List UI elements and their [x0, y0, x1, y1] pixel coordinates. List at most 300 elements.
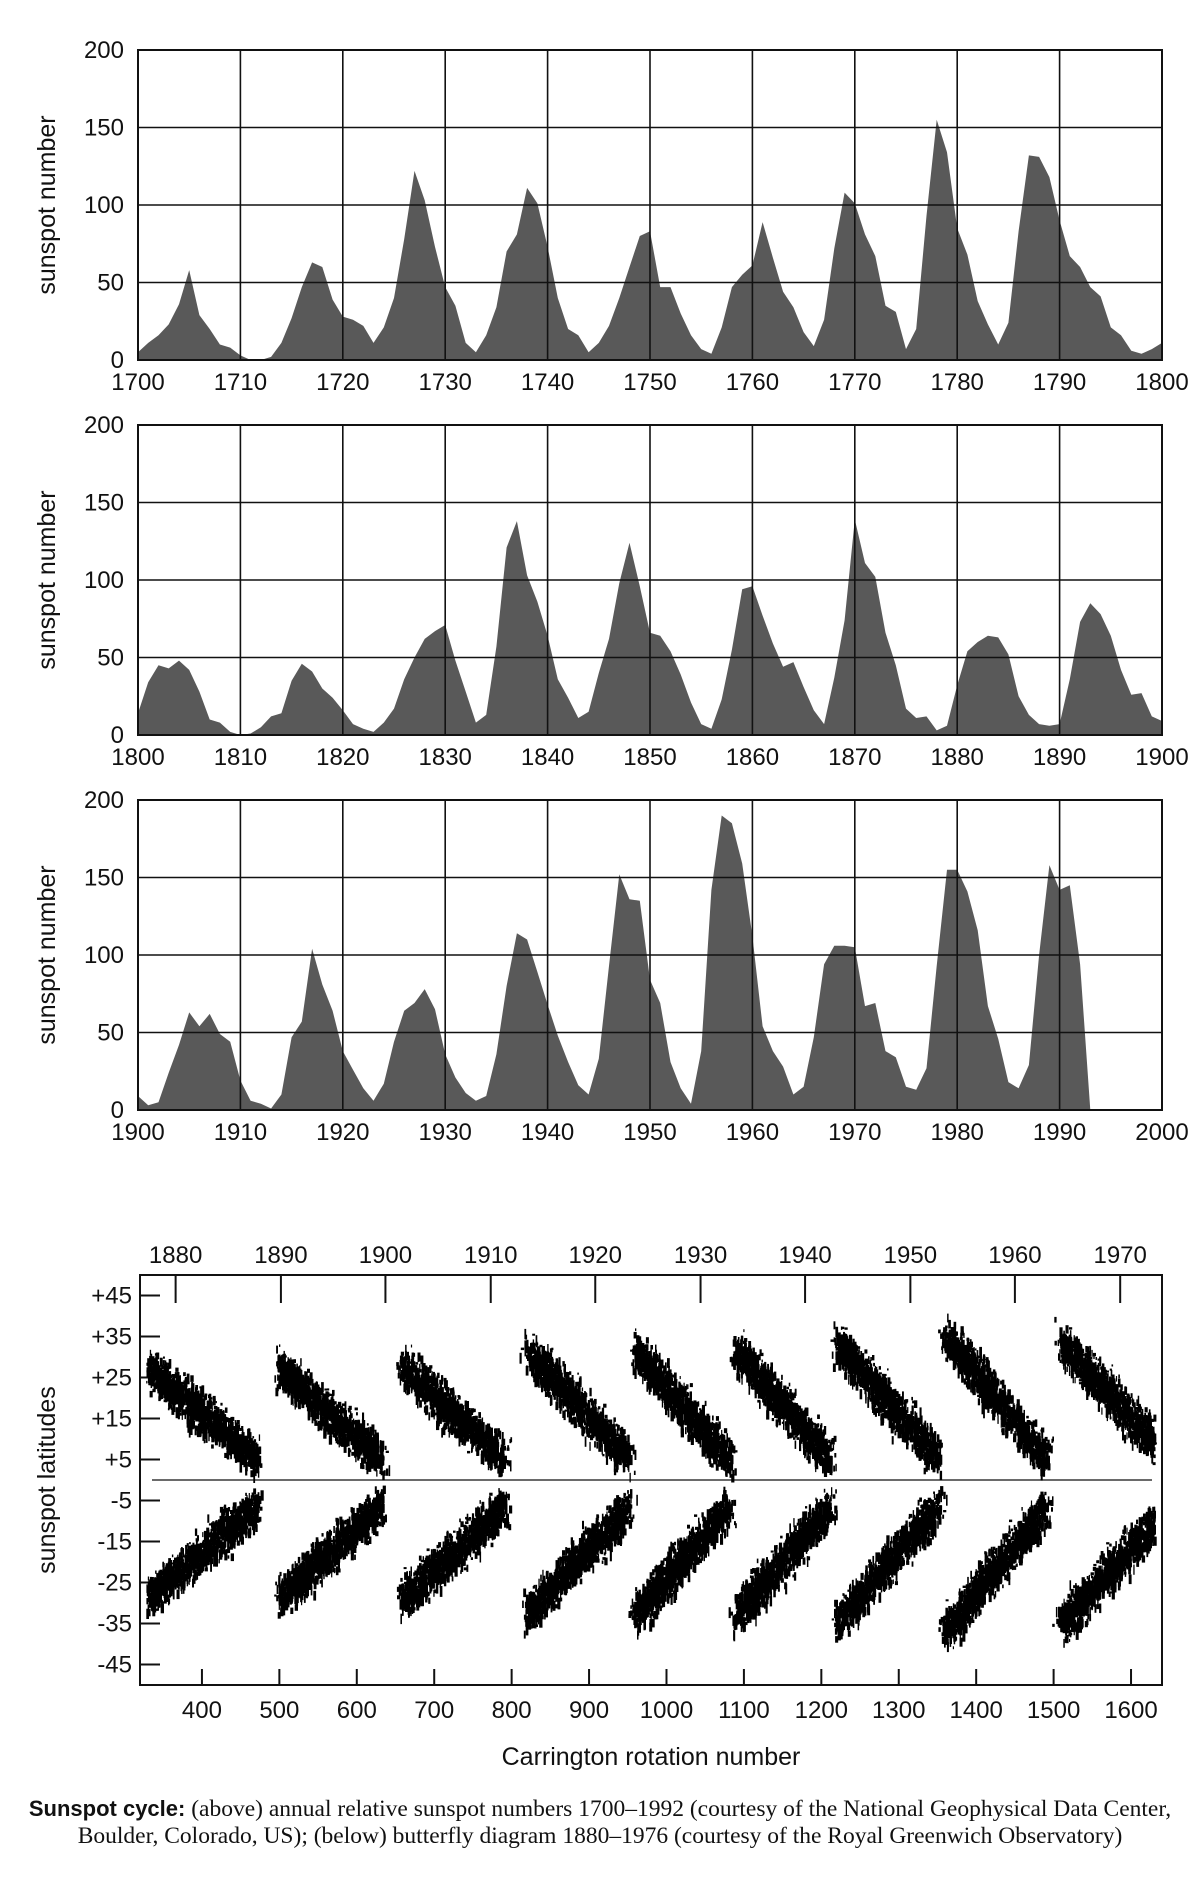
sunspot-mark [363, 1452, 365, 1456]
sunspot-mark [227, 1522, 230, 1527]
sunspot-mark [152, 1580, 153, 1584]
sunspot-mark [362, 1419, 364, 1424]
sunspot-mark [283, 1359, 286, 1370]
sunspot-mark [171, 1585, 173, 1596]
sunspot-mark [210, 1539, 213, 1543]
sunspot-mark [306, 1588, 308, 1598]
sunspot-mark [375, 1504, 377, 1509]
sunspot-mark [242, 1461, 244, 1465]
sunspot-mark [221, 1440, 223, 1449]
sunspot-mark [354, 1555, 356, 1560]
sunspot-mark [280, 1586, 282, 1596]
sunspot-mark [333, 1540, 335, 1543]
sunspot-mark [183, 1372, 186, 1376]
sunspot-mark [375, 1512, 378, 1522]
sunspot-mark [295, 1604, 298, 1611]
sunspot-mark [382, 1444, 384, 1452]
sunspot-mark [361, 1530, 364, 1532]
sunspot-mark [191, 1383, 194, 1393]
sunspot-mark [255, 1469, 257, 1476]
y-tick-label: -35 [97, 1610, 132, 1638]
sunspot-mark [252, 1493, 254, 1495]
sunspot-mark [336, 1528, 337, 1537]
sunspot-mark [216, 1401, 217, 1403]
sunspot-mark [367, 1495, 370, 1502]
sunspot-mark [337, 1405, 338, 1408]
x-tick-label: 1400 [949, 1697, 1003, 1724]
sunspot-mark [252, 1496, 253, 1506]
sunspot-mark [384, 1470, 386, 1476]
sunspot-mark [181, 1547, 183, 1558]
butterfly-wing-north [396, 1345, 512, 1478]
sunspot-mark [280, 1366, 283, 1376]
sunspot-mark [344, 1410, 347, 1418]
y-tick-label: 200 [83, 787, 124, 814]
sunspot-mark [211, 1522, 214, 1527]
sunspot-mark [341, 1538, 344, 1542]
sunspot-mark [172, 1401, 173, 1407]
sunspot-mark [249, 1435, 252, 1443]
sunspot-mark [251, 1461, 253, 1469]
sunspot-mark [363, 1506, 366, 1511]
sunspot-mark [163, 1562, 165, 1569]
sunspot-mark [304, 1594, 306, 1603]
x-tick-label: 1840 [520, 744, 575, 771]
sunspot-mark [357, 1526, 360, 1530]
sunspot-mark [296, 1569, 298, 1574]
sunspot-mark [332, 1418, 335, 1429]
x-tick-label: 1830 [418, 744, 472, 771]
sunspot-mark [179, 1406, 181, 1413]
y-tick-label: 150 [83, 114, 124, 142]
y-tick-label: 100 [83, 567, 124, 594]
sunspot-mark [366, 1541, 369, 1546]
sunspot-mark [207, 1549, 210, 1558]
x-tick-label: 1970 [828, 1119, 882, 1146]
sunspot-mark [277, 1384, 279, 1391]
sunspot-mark [214, 1527, 216, 1531]
top-year-label: 1910 [464, 1242, 518, 1269]
sunspot-mark [179, 1564, 181, 1572]
sunspot-mark [161, 1602, 162, 1612]
sunspot-mark [339, 1418, 342, 1422]
sunspot-mark [328, 1411, 331, 1420]
sunspot-mark [168, 1403, 171, 1409]
sunspot-mark [196, 1407, 197, 1410]
sunspot-mark [282, 1354, 284, 1359]
sunspot-mark [304, 1388, 307, 1397]
sunspot-mark [219, 1428, 222, 1434]
sunspot-mark [189, 1578, 190, 1585]
sunspot-mark [200, 1433, 202, 1436]
sunspot-mark [291, 1577, 292, 1584]
sunspot-mark [152, 1601, 154, 1603]
sunspot-mark [363, 1434, 366, 1436]
sunspot-mark [173, 1590, 175, 1600]
sunspot-mark [278, 1612, 281, 1619]
sunspot-mark [160, 1571, 163, 1575]
sunspot-mark [316, 1579, 318, 1582]
sunspot-mark [366, 1528, 369, 1533]
sunspot-mark [280, 1595, 283, 1599]
sunspot-mark [160, 1383, 161, 1390]
sunspot-mark [227, 1437, 229, 1444]
sunspot-mark [186, 1394, 189, 1400]
top-year-label: 1950 [883, 1242, 938, 1269]
x-axis-label: Carrington rotation number [501, 1743, 801, 1771]
sunspot-mark [160, 1381, 162, 1384]
sunspot-mark [146, 1381, 147, 1384]
sunspot-mark [238, 1511, 241, 1520]
sunspot-mark [380, 1440, 382, 1448]
y-tick-label: +5 [104, 1446, 132, 1474]
sunspot-mark [298, 1366, 301, 1375]
sunspot-mark [228, 1555, 230, 1558]
top-year-label: 1960 [988, 1242, 1042, 1269]
sunspot-mark [369, 1444, 372, 1450]
sunspot-mark [170, 1393, 173, 1397]
sunspot-mark [256, 1444, 259, 1450]
sunspot-mark [278, 1575, 280, 1586]
sunspot-mark [343, 1431, 345, 1441]
sunspot-mark [201, 1423, 204, 1430]
sunspot-mark [260, 1507, 263, 1511]
sunspot-mark [354, 1530, 356, 1535]
sunspot-mark [355, 1420, 358, 1429]
butterfly-wings [146, 1314, 1157, 1653]
sunspot-mark [236, 1439, 238, 1443]
sunspot-mark [282, 1379, 285, 1390]
sunspot-mark [312, 1410, 315, 1421]
sunspot-mark [367, 1450, 369, 1459]
sunspot-mark [224, 1453, 226, 1458]
sunspot-mark [213, 1413, 216, 1423]
sunspot-mark [146, 1363, 149, 1366]
x-tick-label: 1800 [111, 744, 165, 771]
x-tick-label: 1600 [1104, 1697, 1158, 1724]
sunspot-mark [349, 1417, 352, 1421]
sunspot-mark [289, 1368, 291, 1378]
top-year-label: 1940 [778, 1242, 832, 1269]
sunspot-mark [260, 1463, 263, 1468]
sunspot-mark [352, 1543, 355, 1548]
sunspot-mark [174, 1575, 177, 1580]
sunspot-mark [180, 1413, 182, 1416]
x-tick-label: 1880 [930, 744, 984, 771]
sunspot-mark [184, 1587, 186, 1591]
sunspot-mark [297, 1585, 299, 1596]
sunspot-mark [351, 1507, 353, 1512]
sunspot-mark [326, 1544, 328, 1548]
sunspot-mark [304, 1379, 307, 1385]
sunspot-mark [245, 1531, 246, 1536]
sunspot-mark [221, 1410, 222, 1420]
sunspot-mark [149, 1359, 150, 1362]
sunspot-mark [368, 1501, 371, 1505]
sunspot-mark [324, 1389, 327, 1391]
sunspot-mark [208, 1395, 211, 1398]
sunspot-mark [340, 1410, 341, 1413]
sunspot-mark [298, 1570, 301, 1573]
sunspot-mark [156, 1382, 158, 1385]
sunspot-mark [301, 1553, 304, 1560]
sunspot-mark [362, 1465, 365, 1469]
sunspot-mark [153, 1587, 156, 1596]
sunspot-mark [313, 1579, 315, 1584]
sunspot-mark [177, 1590, 180, 1599]
sunspot-panel-2 [33, 412, 1189, 771]
sunspot-mark [293, 1576, 296, 1581]
x-tick-label: 1780 [930, 369, 984, 396]
sunspot-mark [149, 1601, 152, 1608]
sunspot-mark [152, 1368, 155, 1370]
x-tick-label: 1200 [794, 1697, 849, 1724]
butterfly-wing-south [146, 1488, 263, 1619]
sunspot-mark [226, 1508, 229, 1517]
x-tick-label: 1910 [213, 1119, 268, 1146]
sunspot-mark [372, 1438, 374, 1443]
sunspot-mark [175, 1385, 178, 1389]
sunspot-mark [250, 1516, 252, 1526]
sunspot-mark [165, 1395, 168, 1403]
x-tick-label: 1860 [725, 744, 780, 771]
sunspot-mark [214, 1553, 217, 1561]
top-year-label: 1900 [358, 1242, 413, 1269]
sunspot-mark [317, 1407, 319, 1418]
sunspot-mark [253, 1506, 256, 1515]
sunspot-mark [259, 1517, 262, 1522]
sunspot-mark [182, 1395, 185, 1406]
sunspot-mark [327, 1393, 328, 1402]
sunspot-mark [250, 1470, 253, 1477]
sunspot-mark [243, 1509, 245, 1513]
sunspot-mark [190, 1407, 192, 1415]
sunspot-mark [351, 1435, 354, 1445]
sunspot-mark [362, 1516, 365, 1526]
sunspot-mark [509, 1439, 511, 1443]
sunspot-mark [338, 1548, 341, 1551]
sunspot-mark [283, 1573, 286, 1578]
sunspot-mark [147, 1373, 148, 1376]
sunspot-mark [375, 1486, 377, 1494]
sunspot-mark [232, 1417, 234, 1421]
sunspot-mark [310, 1574, 313, 1584]
sunspot-mark [177, 1555, 178, 1561]
sunspot-mark [163, 1357, 165, 1359]
sunspot-mark [338, 1422, 341, 1429]
sunspot-mark [249, 1455, 250, 1461]
sunspot-mark [328, 1538, 331, 1543]
x-tick-label: 1950 [623, 1119, 677, 1146]
sunspot-mark [163, 1360, 165, 1365]
sunspot-mark [367, 1518, 369, 1524]
x-tick-label: 1740 [520, 369, 575, 396]
sunspot-mark [295, 1591, 297, 1595]
sunspot-mark [258, 1498, 259, 1503]
sunspot-mark [246, 1508, 248, 1514]
sunspot-mark [346, 1526, 349, 1531]
sunspot-mark [209, 1532, 211, 1537]
sunspot-mark [385, 1515, 387, 1523]
sunspot-mark [158, 1396, 160, 1401]
y-tick-label: 150 [83, 489, 124, 517]
y-axis-label: sunspot number [33, 115, 61, 295]
sunspot-mark [202, 1432, 204, 1441]
sunspot-mark [168, 1572, 169, 1574]
sunspot-mark [198, 1405, 201, 1414]
sunspot-mark [321, 1400, 323, 1410]
sunspot-mark [372, 1511, 373, 1514]
sunspot-mark [209, 1410, 210, 1418]
sunspot-mark [220, 1540, 222, 1546]
sunspot-mark [160, 1370, 163, 1377]
sunspot-mark [327, 1388, 329, 1390]
sunspot-mark [220, 1528, 222, 1536]
sunspot-mark [332, 1390, 335, 1396]
sunspot-mark [239, 1502, 241, 1504]
sunspot-mark [203, 1395, 205, 1400]
sunspot-mark [236, 1510, 238, 1521]
sunspot-mark [321, 1382, 324, 1392]
sunspot-mark [171, 1408, 174, 1415]
sunspot-mark [323, 1560, 324, 1568]
sunspot-mark [342, 1406, 343, 1409]
sunspot-mark [150, 1350, 151, 1356]
sunspot-mark [444, 1378, 447, 1389]
sunspot-mark [152, 1358, 154, 1368]
sunspot-mark [165, 1369, 167, 1373]
sunspot-mark [166, 1571, 168, 1575]
sunspot-mark [449, 1395, 450, 1398]
sunspot-mark [286, 1388, 287, 1392]
sunspot-mark [193, 1421, 195, 1429]
sunspot-mark [348, 1448, 350, 1457]
sunspot-mark [184, 1580, 186, 1584]
y-tick-label: +25 [91, 1364, 132, 1392]
sunspot-mark [183, 1564, 185, 1570]
sunspot-mark [249, 1493, 250, 1500]
y-tick-label: -45 [97, 1651, 132, 1679]
sunspot-mark [155, 1369, 158, 1373]
top-year-label: 1920 [568, 1242, 622, 1269]
sunspot-mark [310, 1568, 312, 1574]
x-tick-label: 1790 [1032, 369, 1087, 396]
sunspot-mark [360, 1505, 361, 1509]
sunspot-mark [259, 1434, 260, 1441]
y-tick-label: 50 [97, 269, 124, 297]
sunspot-mark [183, 1548, 184, 1557]
sunspot-mark [322, 1533, 324, 1537]
sunspot-mark [150, 1577, 152, 1587]
sunspot-mark [217, 1543, 219, 1553]
sunspot-mark [378, 1454, 380, 1461]
sunspot-mark [285, 1582, 286, 1592]
x-tick-label: 700 [414, 1697, 455, 1724]
sunspot-mark [377, 1453, 378, 1459]
sunspot-mark [181, 1563, 183, 1565]
sunspot-mark [276, 1595, 278, 1601]
sunspot-mark [279, 1344, 280, 1347]
sunspot-mark [336, 1427, 338, 1435]
sunspot-mark [241, 1534, 243, 1544]
sunspot-mark [207, 1514, 209, 1522]
sunspot-mark [321, 1570, 322, 1580]
sunspot-mark [205, 1407, 207, 1411]
sunspot-mark [224, 1550, 226, 1555]
x-tick-label: 1300 [872, 1697, 926, 1724]
sunspot-mark [205, 1557, 208, 1566]
butterfly-wing-north [146, 1350, 262, 1483]
sunspot-mark [298, 1389, 300, 1399]
sunspot-mark [284, 1592, 287, 1596]
sunspot-mark [277, 1585, 279, 1594]
sunspot-mark [300, 1358, 302, 1366]
sunspot-mark [316, 1381, 318, 1389]
sunspot-mark [291, 1395, 292, 1405]
sunspot-mark [317, 1539, 319, 1547]
sunspot-mark [383, 1486, 386, 1494]
sunspot-mark [274, 1375, 276, 1382]
x-tick-label: 1800 [1135, 369, 1189, 396]
sunspot-mark [339, 1533, 342, 1544]
sunspot-mark [189, 1542, 191, 1544]
y-axis-label: sunspot latitudes [33, 1386, 61, 1574]
y-tick-label: 0 [110, 722, 124, 749]
y-tick-label: 100 [83, 942, 124, 969]
sunspot-mark [290, 1592, 293, 1602]
sunspot-mark [149, 1374, 151, 1384]
x-tick-label: 500 [259, 1697, 300, 1724]
sunspot-mark [322, 1410, 325, 1416]
sunspot-mark [382, 1496, 385, 1503]
sunspot-mark [306, 1562, 309, 1565]
sunspot-mark [333, 1526, 335, 1533]
sunspot-mark [280, 1603, 282, 1606]
x-tick-label: 1750 [623, 369, 677, 396]
sunspot-mark [171, 1379, 174, 1388]
sunspot-mark [150, 1391, 153, 1398]
sunspot-mark [250, 1447, 252, 1452]
sunspot-mark [156, 1609, 159, 1611]
sunspot-mark [310, 1395, 313, 1399]
x-tick-label: 1900 [1135, 744, 1189, 771]
sunspot-mark [175, 1368, 178, 1372]
sunspot-mark [220, 1403, 222, 1406]
y-tick-label: -5 [110, 1487, 132, 1515]
sunspot-mark [174, 1400, 177, 1405]
x-tick-label: 1980 [930, 1119, 984, 1146]
sunspot-mark [210, 1558, 213, 1564]
sunspot-mark [308, 1389, 310, 1392]
sunspot-mark [336, 1435, 338, 1443]
butterfly-wing-south [274, 1486, 387, 1619]
sunspot-mark [351, 1452, 354, 1456]
sunspot-mark [201, 1410, 203, 1415]
sunspot-mark [284, 1355, 286, 1357]
sunspot-mark [298, 1557, 301, 1563]
sunspot-mark [346, 1552, 347, 1556]
x-tick-label: 1920 [316, 1119, 370, 1146]
sunspot-mark [157, 1601, 160, 1605]
sunspot-mark [355, 1538, 356, 1542]
sunspot-mark [197, 1393, 200, 1403]
sunspot-mark [274, 1595, 276, 1597]
sunspot-mark [206, 1423, 207, 1433]
sunspot-mark [228, 1418, 231, 1423]
sunspot-mark [280, 1572, 282, 1576]
sunspot-mark [156, 1592, 158, 1601]
x-tick-label: 1770 [828, 369, 882, 396]
